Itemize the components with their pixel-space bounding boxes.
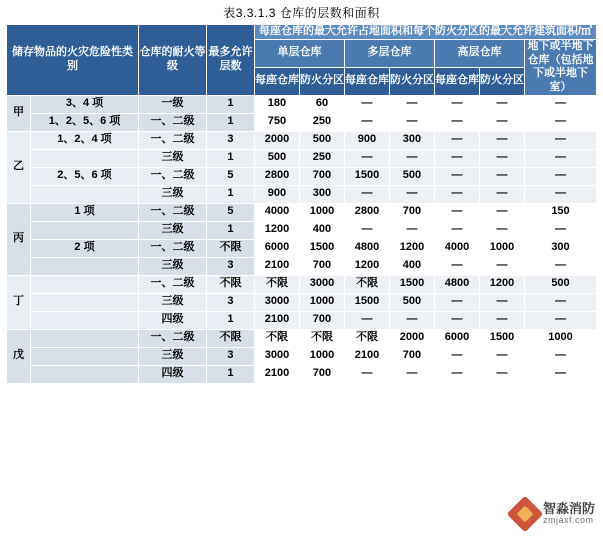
single-each-value: 2100 <box>254 257 299 275</box>
multi-each-value: — <box>344 149 389 167</box>
table-row <box>6 257 596 275</box>
single-each-value: 1200 <box>254 221 299 239</box>
multi-each-value: — <box>344 113 389 131</box>
high-zone-value: — <box>479 167 524 185</box>
high-zone-value: 1200 <box>479 275 524 293</box>
table-body <box>6 95 596 383</box>
hazard-item-label <box>30 311 138 329</box>
single-zone-value: 250 <box>299 113 344 131</box>
header-multi-each: 每座仓库 <box>344 67 389 95</box>
high-each-value: 6000 <box>434 329 479 347</box>
multi-zone-value: 700 <box>389 347 434 365</box>
single-zone-value: 1000 <box>299 203 344 221</box>
multi-each-value: 不限 <box>344 275 389 293</box>
high-zone-value: — <box>479 113 524 131</box>
basement-zone-value: — <box>524 311 596 329</box>
header-high-floor: 高层仓库 <box>434 39 524 67</box>
single-each-value: 3000 <box>254 293 299 311</box>
multi-zone-value: 1500 <box>389 275 434 293</box>
table-row <box>6 347 596 365</box>
multi-each-value: 1500 <box>344 293 389 311</box>
single-zone-value: 1000 <box>299 293 344 311</box>
fire-resistance-value: 一、二级 <box>138 167 206 185</box>
header-max-floors: 最多允许层数 <box>206 25 254 96</box>
multi-each-value: — <box>344 311 389 329</box>
hazard-group-label: 乙 <box>6 131 30 203</box>
fire-resistance-value: 一、二级 <box>138 113 206 131</box>
high-each-value: — <box>434 113 479 131</box>
multi-zone-value: 500 <box>389 293 434 311</box>
fire-resistance-value: 一、二级 <box>138 275 206 293</box>
high-each-value: — <box>434 221 479 239</box>
fire-resistance-value: 三级 <box>138 221 206 239</box>
basement-zone-value: — <box>524 293 596 311</box>
max-floors-value: 1 <box>206 185 254 203</box>
high-zone-value: — <box>479 131 524 149</box>
basement-zone-value: — <box>524 185 596 203</box>
single-each-value: 500 <box>254 149 299 167</box>
fire-resistance-value: 三级 <box>138 149 206 167</box>
basement-zone-value: — <box>524 95 596 113</box>
max-floors-value: 1 <box>206 149 254 167</box>
table-header <box>6 25 596 96</box>
hazard-item-label: 1、2、4 项 <box>30 131 138 149</box>
multi-zone-value: 700 <box>389 203 434 221</box>
hazard-item-label <box>30 149 138 167</box>
single-zone-value: 700 <box>299 257 344 275</box>
multi-each-value: 900 <box>344 131 389 149</box>
table-row <box>6 239 596 257</box>
single-each-value: 2000 <box>254 131 299 149</box>
table-row <box>6 131 596 149</box>
hazard-item-label <box>30 257 138 275</box>
high-each-value: — <box>434 257 479 275</box>
multi-each-value: — <box>344 95 389 113</box>
high-each-value: — <box>434 203 479 221</box>
table-row <box>6 275 596 293</box>
watermark-title: 智淼消防 <box>542 500 595 516</box>
fire-resistance-value: 一级 <box>138 95 206 113</box>
multi-each-value: 1500 <box>344 167 389 185</box>
multi-zone-value: — <box>389 221 434 239</box>
high-each-value: — <box>434 293 479 311</box>
single-each-value: 2100 <box>254 311 299 329</box>
multi-zone-value: 500 <box>389 167 434 185</box>
hazard-item-label: 2、5、6 项 <box>30 167 138 185</box>
high-zone-value: — <box>479 347 524 365</box>
table-row <box>6 185 596 203</box>
max-floors-value: 1 <box>206 311 254 329</box>
table-row <box>6 293 596 311</box>
multi-zone-value: — <box>389 311 434 329</box>
high-each-value: 4000 <box>434 239 479 257</box>
basement-zone-value: 300 <box>524 239 596 257</box>
single-zone-value: 700 <box>299 167 344 185</box>
single-zone-value: 700 <box>299 311 344 329</box>
multi-zone-value: — <box>389 113 434 131</box>
max-floors-value: 不限 <box>206 329 254 347</box>
hazard-group-label: 戊 <box>6 329 30 383</box>
high-zone-value: 1500 <box>479 329 524 347</box>
max-floors-value: 1 <box>206 365 254 383</box>
max-floors-value: 不限 <box>206 239 254 257</box>
single-each-value: 2800 <box>254 167 299 185</box>
single-zone-value: 500 <box>299 131 344 149</box>
basement-zone-value: — <box>524 221 596 239</box>
high-each-value: — <box>434 95 479 113</box>
high-zone-value: — <box>479 293 524 311</box>
max-floors-value: 不限 <box>206 275 254 293</box>
multi-each-value: 不限 <box>344 329 389 347</box>
basement-zone-value: — <box>524 257 596 275</box>
high-each-value: — <box>434 149 479 167</box>
max-floors-value: 5 <box>206 167 254 185</box>
fire-resistance-value: 三级 <box>138 347 206 365</box>
hazard-item-label <box>30 365 138 383</box>
warehouse-area-table <box>6 24 597 384</box>
basement-zone-value: — <box>524 347 596 365</box>
basement-zone-value: — <box>524 149 596 167</box>
table-row <box>6 365 596 383</box>
high-each-value: — <box>434 365 479 383</box>
hazard-item-label: 3、4 项 <box>30 95 138 113</box>
basement-zone-value: 500 <box>524 275 596 293</box>
max-floors-value: 1 <box>206 221 254 239</box>
high-zone-value: — <box>479 185 524 203</box>
multi-zone-value: — <box>389 185 434 203</box>
single-zone-value: 250 <box>299 149 344 167</box>
single-each-value: 6000 <box>254 239 299 257</box>
single-zone-value: 1500 <box>299 239 344 257</box>
table-row <box>6 113 596 131</box>
basement-zone-value: — <box>524 365 596 383</box>
basement-zone-value: — <box>524 113 596 131</box>
high-zone-value: — <box>479 311 524 329</box>
max-floors-value: 1 <box>206 95 254 113</box>
multi-zone-value: 1200 <box>389 239 434 257</box>
watermark-subtitle: zmjaxf.com <box>542 515 594 526</box>
high-each-value: — <box>434 347 479 365</box>
single-each-value: 4000 <box>254 203 299 221</box>
header-hazard-category: 储存物品的火灾危险性类别 <box>6 25 138 96</box>
single-each-value: 900 <box>254 185 299 203</box>
single-each-value: 3000 <box>254 347 299 365</box>
high-each-value: — <box>434 131 479 149</box>
flame-icon <box>507 496 544 533</box>
high-zone-value: — <box>479 365 524 383</box>
header-single-zone: 防火分区 <box>299 67 344 95</box>
high-each-value: — <box>434 185 479 203</box>
multi-each-value: 2800 <box>344 203 389 221</box>
single-zone-value: 1000 <box>299 347 344 365</box>
max-floors-value: 3 <box>206 293 254 311</box>
header-multi-zone: 防火分区 <box>389 67 434 95</box>
max-floors-value: 5 <box>206 203 254 221</box>
hazard-item-label <box>30 329 138 347</box>
multi-each-value: 1200 <box>344 257 389 275</box>
table-row <box>6 167 596 185</box>
table-row <box>6 221 596 239</box>
multi-each-value: — <box>344 185 389 203</box>
table-row <box>6 95 596 113</box>
header-basement: 地下或半地下仓库（包括地下或半地下室） <box>524 39 596 95</box>
multi-each-value: — <box>344 221 389 239</box>
high-zone-value: — <box>479 203 524 221</box>
single-zone-value: 60 <box>299 95 344 113</box>
multi-zone-value: 400 <box>389 257 434 275</box>
hazard-item-label: 1 项 <box>30 203 138 221</box>
single-zone-value: 3000 <box>299 275 344 293</box>
basement-zone-value: — <box>524 167 596 185</box>
fire-resistance-value: 三级 <box>138 257 206 275</box>
multi-zone-value: 2000 <box>389 329 434 347</box>
header-single-each: 每座仓库 <box>254 67 299 95</box>
max-floors-value: 3 <box>206 257 254 275</box>
max-floors-value: 1 <box>206 113 254 131</box>
hazard-group-label: 丙 <box>6 203 30 275</box>
single-zone-value: 700 <box>299 365 344 383</box>
hazard-item-label: 2 项 <box>30 239 138 257</box>
fire-resistance-value: 四级 <box>138 311 206 329</box>
fire-resistance-value: 三级 <box>138 185 206 203</box>
fire-resistance-value: 一、二级 <box>138 239 206 257</box>
fire-resistance-value: 一、二级 <box>138 131 206 149</box>
multi-zone-value: — <box>389 149 434 167</box>
multi-zone-value: — <box>389 95 434 113</box>
header-fire-resistance: 仓库的耐火等级 <box>138 25 206 96</box>
header-multi-floor: 多层仓库 <box>344 39 434 67</box>
hazard-item-label <box>30 275 138 293</box>
multi-each-value: — <box>344 365 389 383</box>
fire-resistance-value: 三级 <box>138 293 206 311</box>
basement-zone-value: 1000 <box>524 329 596 347</box>
basement-zone-value: 150 <box>524 203 596 221</box>
watermark-logo <box>512 501 595 527</box>
fire-resistance-value: 一、二级 <box>138 329 206 347</box>
multi-zone-value: 300 <box>389 131 434 149</box>
high-zone-value: — <box>479 149 524 167</box>
header-high-zone: 防火分区 <box>479 67 524 95</box>
high-zone-value: — <box>479 95 524 113</box>
single-zone-value: 400 <box>299 221 344 239</box>
header-row-1 <box>6 25 596 40</box>
fire-resistance-value: 一、二级 <box>138 203 206 221</box>
single-zone-value: 300 <box>299 185 344 203</box>
single-zone-value: 不限 <box>299 329 344 347</box>
single-each-value: 不限 <box>254 329 299 347</box>
basement-zone-value: — <box>524 131 596 149</box>
hazard-item-label: 1、2、5、6 项 <box>30 113 138 131</box>
high-each-value: — <box>434 167 479 185</box>
hazard-item-label <box>30 293 138 311</box>
single-each-value: 2100 <box>254 365 299 383</box>
multi-each-value: 4800 <box>344 239 389 257</box>
single-each-value: 750 <box>254 113 299 131</box>
single-each-value: 不限 <box>254 275 299 293</box>
high-each-value: — <box>434 311 479 329</box>
high-zone-value: — <box>479 221 524 239</box>
header-area-group: 每座仓库的最大允许占地面积和每个防火分区的最大允许建筑面积/㎡ <box>254 25 596 40</box>
header-single-floor: 单层仓库 <box>254 39 344 67</box>
header-high-each: 每座仓库 <box>434 67 479 95</box>
hazard-item-label <box>30 221 138 239</box>
single-each-value: 180 <box>254 95 299 113</box>
multi-zone-value: — <box>389 365 434 383</box>
table-caption: 表3.3.1.3 仓库的层数和面积 <box>223 6 380 20</box>
high-zone-value: — <box>479 257 524 275</box>
hazard-item-label <box>30 185 138 203</box>
table-row <box>6 329 596 347</box>
max-floors-value: 3 <box>206 347 254 365</box>
high-each-value: 4800 <box>434 275 479 293</box>
high-zone-value: 1000 <box>479 239 524 257</box>
hazard-group-label: 甲 <box>6 95 30 131</box>
multi-each-value: 2100 <box>344 347 389 365</box>
table-row <box>6 149 596 167</box>
fire-resistance-value: 四级 <box>138 365 206 383</box>
table-row <box>6 203 596 221</box>
hazard-item-label <box>30 347 138 365</box>
max-floors-value: 3 <box>206 131 254 149</box>
table-row <box>6 311 596 329</box>
hazard-group-label: 丁 <box>6 275 30 329</box>
